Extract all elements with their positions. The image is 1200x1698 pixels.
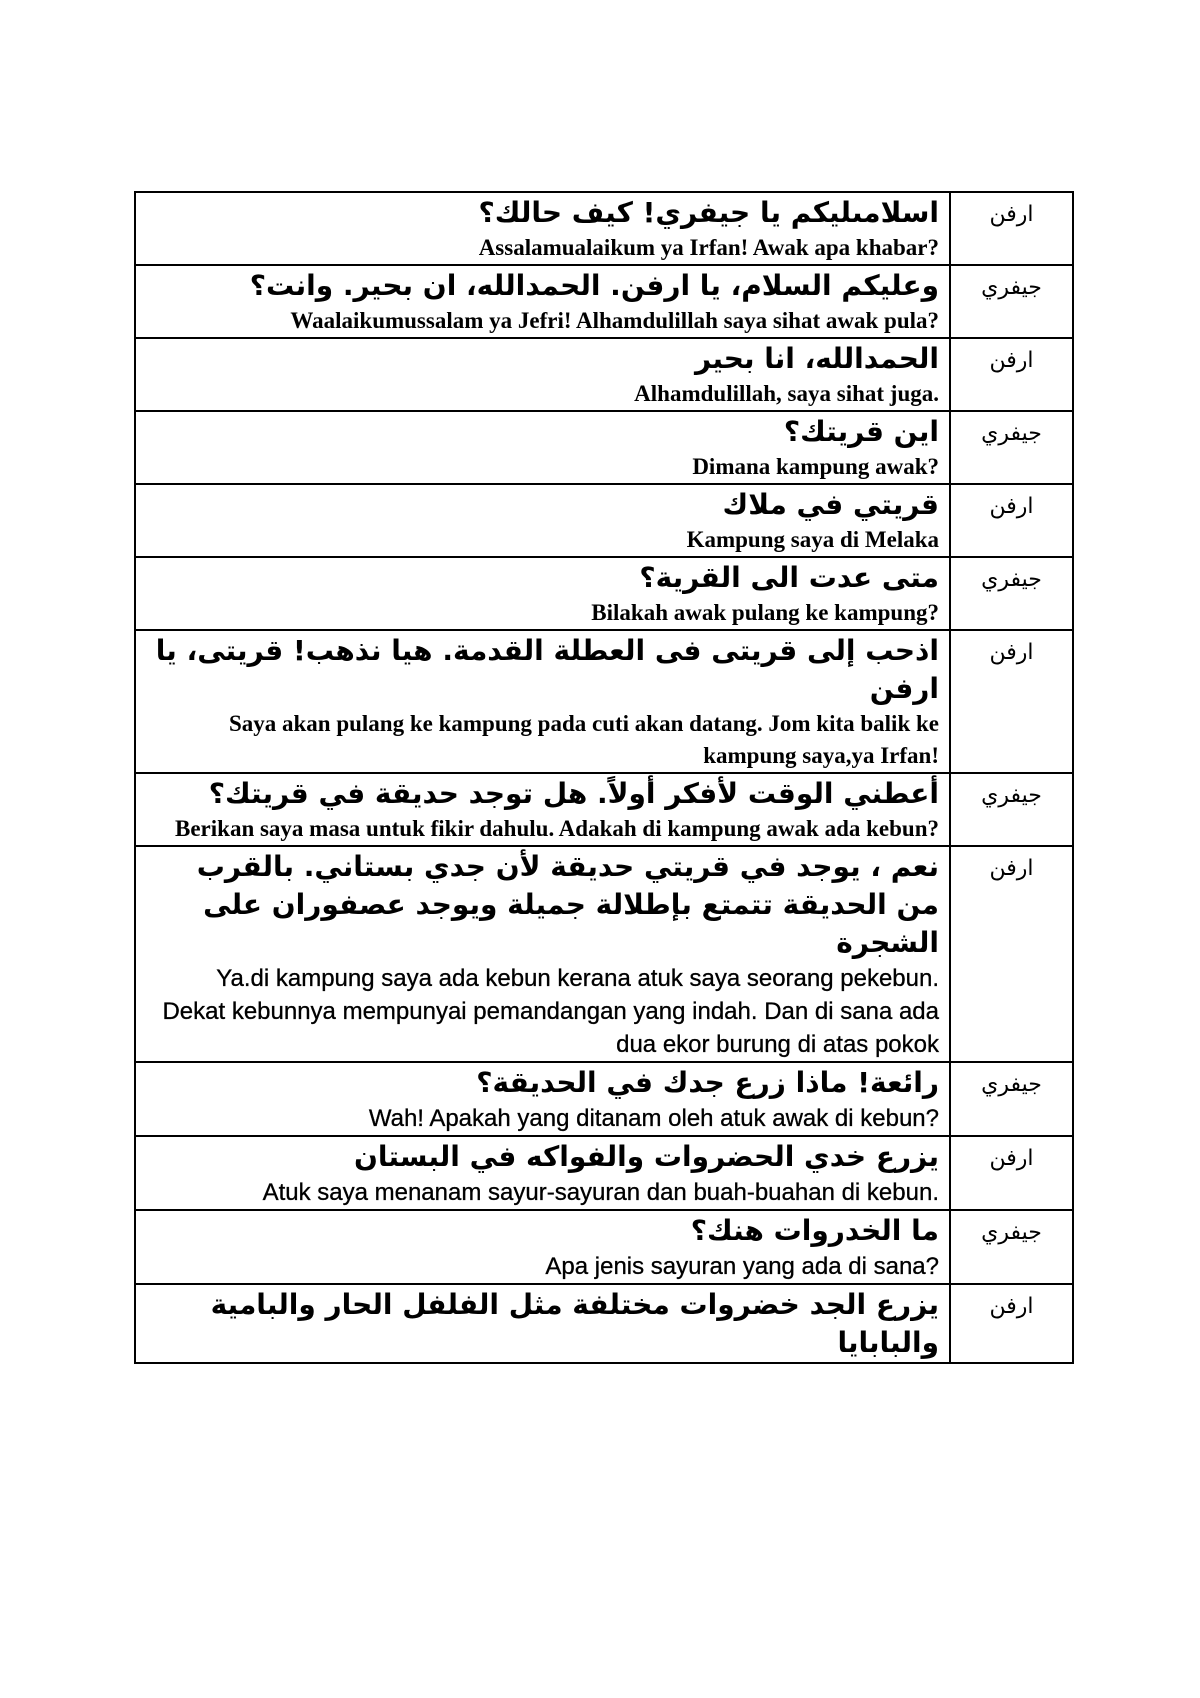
dialogue-line-cell [135,846,950,1062]
dialogue-row [135,1062,1073,1136]
speaker-cell [950,338,1073,411]
dialogue-line-cell [135,484,950,557]
dialogue-row [135,1284,1073,1363]
malay-translation: Ya.di kampung saya ada kebun kerana atuk saya seorang pekebun. Dekat kebunnya mempunyai pemandangan yang indah. Dan di sana ada dua ekor burung di atas pokok [162,965,939,1058]
speaker-cell [950,1136,1073,1210]
dialogue-row [135,411,1073,484]
speaker-cell [950,411,1073,484]
speaker-name: ارفن [989,856,1034,881]
malay-translation: Alhamdulillah, saya sihat juga. [634,381,939,406]
speaker-cell [950,630,1073,773]
dialogue-row [135,338,1073,411]
speaker-name: ارفن [989,1294,1034,1319]
arabic-line: قريتي في ملاك [722,488,939,521]
arabic-line: يزرع خدي الحضروات والفواكه في البستان [354,1140,939,1173]
speaker-name: جيفري [981,275,1042,300]
arabic-line: اين قريتك؟ [783,415,939,448]
arabic-line: ما الخدروات هنك؟ [690,1214,939,1247]
dialogue-row [135,484,1073,557]
speaker-cell [950,265,1073,338]
dialogue-row [135,192,1073,265]
dialogue-line-cell [135,338,950,411]
dialogue-line-cell [135,630,950,773]
speaker-cell [950,773,1073,846]
arabic-line: نعم ، يوجد في قريتي حديقة لأن جدي بستاني. بالقرب من الحديقة تتمتع بإطلالة جميلة ويوجد عصفوران على الشجرة [196,850,939,959]
malay-translation: Berikan saya masa untuk fikir dahulu. Adakah di kampung awak ada kebun? [175,816,939,841]
dialogue-row [135,265,1073,338]
dialogue-line-cell [135,192,950,265]
speaker-cell [950,1062,1073,1136]
malay-translation: Assalamualaikum ya Irfan! Awak apa khabar? [478,235,939,260]
arabic-line: رائعة! ماذا زرع جدك في الحديقة؟ [476,1066,939,1099]
dialogue-row [135,557,1073,630]
arabic-line: اسلامىليكم يا جيفري! كيف حالك؟ [478,196,939,229]
speaker-name: جيفري [981,567,1042,592]
dialogue-line-cell [135,1062,950,1136]
dialogue-line-cell [135,1284,950,1363]
dialogue-line-cell [135,1136,950,1210]
dialogue-line-cell [135,773,950,846]
malay-translation: Saya akan pulang ke kampung pada cuti akan datang. Jom kita balik ke kampung saya,ya Irfan! [228,711,939,768]
speaker-cell [950,557,1073,630]
speaker-cell [950,1284,1073,1363]
dialogue-table [134,191,1074,1364]
malay-translation: Bilakah awak pulang ke kampung? [591,600,939,625]
dialogue-rows [135,192,1073,1363]
speaker-name: ارفن [989,202,1034,227]
malay-translation: Kampung saya di Melaka [686,527,939,552]
dialogue-row [135,630,1073,773]
arabic-line: يزرع الجد خضروات مختلفة مثل الفلفل الحار والبامية والبابايا [210,1288,939,1359]
speaker-cell [950,1210,1073,1284]
speaker-cell [950,192,1073,265]
arabic-line: الحمدالله، انا بحير [694,342,939,375]
dialogue-row [135,846,1073,1062]
arabic-line: أعطني الوقت لأفكر أولاً. هل توجد حديقة في قريتك؟ [208,777,939,810]
speaker-name: ارفن [989,348,1034,373]
speaker-name: ارفن [989,494,1034,519]
dialogue-row [135,1136,1073,1210]
speaker-name: جيفري [981,1072,1042,1097]
dialogue-row [135,1210,1073,1284]
malay-translation: Wah! Apakah yang ditanam oleh atuk awak di kebun? [368,1105,939,1132]
speaker-name: ارفن [989,1146,1034,1171]
speaker-name: ارفن [989,640,1034,665]
speaker-name: جيفري [981,783,1042,808]
malay-translation: Atuk saya menanam sayur-sayuran dan buah-buahan di kebun. [262,1179,939,1206]
dialogue-line-cell [135,411,950,484]
malay-translation: Apa jenis sayuran yang ada di sana? [545,1253,939,1280]
dialogue-line-cell [135,265,950,338]
dialogue-line-cell [135,1210,950,1284]
speaker-name: جيفري [981,421,1042,446]
malay-translation: Dimana kampung awak? [692,454,939,479]
speaker-cell [950,484,1073,557]
arabic-line: متى عدت الى القرية؟ [639,561,939,594]
dialogue-line-cell [135,557,950,630]
arabic-line: اذحب إلى قريتى فى العطلة القدمة. هيا نذهب! قريتى، يا ارفن [155,634,939,705]
dialogue-row [135,773,1073,846]
speaker-name: جيفري [981,1220,1042,1245]
speaker-cell [950,846,1073,1062]
malay-translation: Waalaikumussalam ya Jefri! Alhamdulillah saya sihat awak pula? [290,308,939,333]
arabic-line: وعليكم السلام، يا ارفن. الحمدالله، ان بحير. وانت؟ [249,269,939,302]
